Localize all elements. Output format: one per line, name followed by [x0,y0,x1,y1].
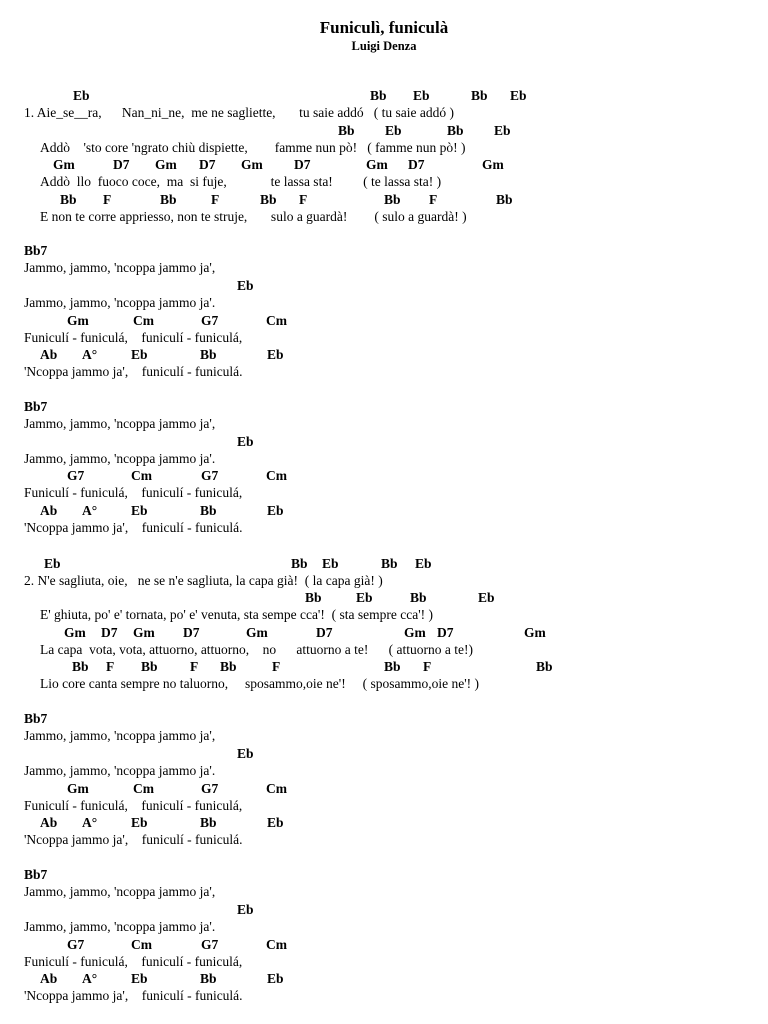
chord: G7 [67,937,85,952]
chord: Eb [237,746,254,761]
lyric-line: 'Ncoppa jammo ja', funiculí - funiculá. [24,520,243,535]
chord-line [0,658,768,675]
chord: Eb [267,815,284,830]
chord: Eb [413,88,430,103]
section-chord-label: Bb7 [24,711,48,726]
chord: Gm [67,781,89,796]
lyric-line: Jammo, jammo, 'ncoppa jammo ja'. [24,451,216,466]
chord-line [0,624,768,641]
chord: D7 [408,157,425,172]
chord: F [423,659,432,674]
chord: Eb [131,503,148,518]
lyric-line: 'Ncoppa jammo ja', funiculí - funiculá. [24,832,243,847]
chord: Eb [131,347,148,362]
chord: D7 [183,625,200,640]
composer-name: Luigi Denza [351,39,417,53]
chord: Eb [415,556,432,571]
lyric-line: Funiculí - funiculá, funiculí - funiculá, [24,954,243,969]
chord: G7 [201,313,219,328]
chord: Bb [291,556,308,571]
chord: Eb [237,902,254,917]
chord: Cm [266,468,287,483]
chord: G7 [67,468,85,483]
chord: A° [82,971,98,986]
chord: Cm [131,468,152,483]
lyric-line: Jammo, jammo, 'ncoppa jammo ja'. [24,919,216,934]
chord: F [106,659,115,674]
chord-line [0,156,768,173]
section-chord-label: Bb7 [24,243,48,258]
lyric-line: Funiculí - funiculá, funiculí - funiculá, [24,798,243,813]
chord: Eb [385,123,402,138]
chord: Bb [447,123,464,138]
lyric-line: 'Ncoppa jammo ja', funiculí - funiculá. [24,364,243,379]
lyric-line: E' ghiuta, po' e' tornata, po' e' venuta, sta sempe cca'! ( sta sempre cca'! ) [40,607,433,622]
chord: Ab [40,971,58,986]
chord: Eb [494,123,511,138]
chord: Eb [267,347,284,362]
chord: Eb [44,556,61,571]
chord: Gm [404,625,426,640]
chord: A° [82,815,98,830]
chord: G7 [201,937,219,952]
chord: Bb [200,971,217,986]
chord: Cm [133,781,154,796]
lyric-line: E non te corre appriesso, non te struje, sulo a guardà! ( sulo a guardà! ) [40,209,467,224]
chord: D7 [437,625,454,640]
lyric-line: Jammo, jammo, 'ncoppa jammo ja', [24,728,216,743]
chord: Cm [266,781,287,796]
lyric-line: Jammo, jammo, 'ncoppa jammo ja', [24,416,216,431]
lyric-line: Jammo, jammo, 'ncoppa jammo ja'. [24,295,216,310]
chord: Eb [267,503,284,518]
chord-line [0,814,768,831]
chord-line [0,433,768,450]
chord: F [190,659,199,674]
chord-line [0,191,768,208]
chord: Cm [131,937,152,952]
chord: D7 [316,625,333,640]
chord: Ab [40,503,58,518]
chord: Bb [260,192,277,207]
chord: Cm [133,313,154,328]
lyric-line: Funiculí - funiculá, funiculí - funiculá, [24,330,243,345]
chord: Bb [384,192,401,207]
chord-line [0,502,768,519]
lyric-line: Jammo, jammo, 'ncoppa jammo ja', [24,884,216,899]
chord: Bb [381,556,398,571]
lyric-line: Funiculí - funiculá, funiculí - funiculá, [24,485,243,500]
chord: F [272,659,281,674]
chord-line [0,745,768,762]
chord-line [0,589,768,606]
chord-line [0,87,768,104]
chord: G7 [201,781,219,796]
chord: Bb [200,503,217,518]
chord: Eb [478,590,495,605]
chord: Gm [155,157,177,172]
chord: Gm [246,625,268,640]
chord: G7 [201,468,219,483]
chord: Gm [366,157,388,172]
lyric-line: Addò 'sto core 'ngrato chiù dispiette, famme nun pò! ( famme nun pò! ) [40,140,466,155]
chord-line [0,970,768,987]
lyric-line: Lio core canta sempre no taluorno, sposammo,oie ne'! ( sposammo,oie ne'! ) [40,676,479,691]
chord: Gm [524,625,546,640]
chord: D7 [101,625,118,640]
chord: Bb [471,88,488,103]
chord: Bb [305,590,322,605]
chord-line [0,312,768,329]
chord: Eb [322,556,339,571]
chord: Bb [370,88,387,103]
chord: Bb [200,347,217,362]
song-title: Funiculì, funiculà [319,18,449,37]
chord-line [0,936,768,953]
chord: Eb [131,971,148,986]
chord: Bb [220,659,237,674]
chord-line [0,555,768,572]
chord: Cm [266,313,287,328]
chord: Ab [40,815,58,830]
chord: Eb [510,88,527,103]
lyric-line: La capa vota, vota, attuorno, attuorno, no attuorno a te! ( attuorno a te!) [40,642,473,657]
chord: Eb [131,815,148,830]
chord: D7 [199,157,216,172]
chord: Bb [536,659,553,674]
section-chord-label: Bb7 [24,867,48,882]
lyric-line: 2. N'e sagliuta, oie, ne se n'e sagliuta, la capa già! ( la capa già! ) [24,573,383,588]
lyric-line: Addò llo fuoco coce, ma si fuje, te lassa sta! ( te lassa sta! ) [40,174,442,189]
lyric-line: Jammo, jammo, 'ncoppa jammo ja', [24,260,216,275]
chord: D7 [294,157,311,172]
chord: Cm [266,937,287,952]
chord: Bb [60,192,77,207]
chord: Gm [133,625,155,640]
chord: Bb [141,659,158,674]
chord: Bb [410,590,427,605]
chord: A° [82,503,98,518]
chord: Eb [267,971,284,986]
chord: Gm [482,157,504,172]
chord: Gm [64,625,86,640]
chord-line [0,346,768,363]
chord: Bb [200,815,217,830]
chord: A° [82,347,98,362]
chord: Bb [384,659,401,674]
chord: Gm [241,157,263,172]
chord: Gm [67,313,89,328]
chord: Bb [160,192,177,207]
section-chord-label: Bb7 [24,399,48,414]
chord: F [429,192,438,207]
chord: F [103,192,112,207]
chord-line [0,277,768,294]
lyric-line: 1. Aie_se__ra, Nan_ni_ne, me ne sagliette, tu saie addó ( tu saie addó ) [24,105,455,120]
chord-line [0,467,768,484]
chord: Eb [237,434,254,449]
chord: Gm [53,157,75,172]
chord: Eb [237,278,254,293]
chord-line [0,780,768,797]
chord: Bb [72,659,89,674]
chord: Eb [73,88,90,103]
chord: Eb [356,590,373,605]
chord: D7 [113,157,130,172]
chord: Ab [40,347,58,362]
lyric-line: Jammo, jammo, 'ncoppa jammo ja'. [24,763,216,778]
chord: F [299,192,308,207]
chord: Bb [496,192,513,207]
chord: F [211,192,220,207]
chord-line [0,901,768,918]
chord-line [0,122,768,139]
lyric-line: 'Ncoppa jammo ja', funiculí - funiculá. [24,988,243,1003]
chord: Bb [338,123,355,138]
